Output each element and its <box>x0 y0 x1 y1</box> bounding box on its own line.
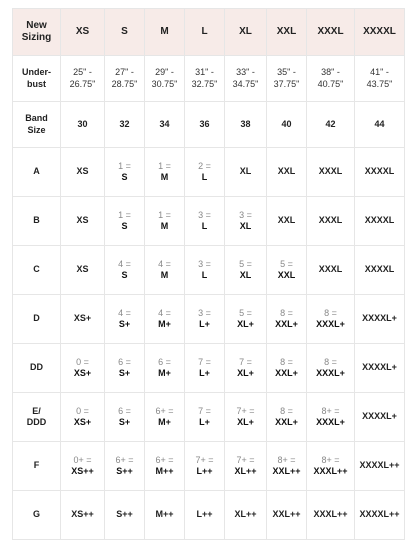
size-note: 4 = <box>158 307 171 318</box>
size-cell <box>307 344 355 393</box>
band-size-value: 34 <box>145 102 185 148</box>
underbust-range: 41" - 43.75" <box>355 56 405 102</box>
size-cell <box>61 393 105 442</box>
new-sizing-label: New Sizing <box>13 9 61 56</box>
underbust-range: 25" - 26.75" <box>61 56 105 102</box>
size-cell <box>307 442 355 491</box>
size-value: XXL++ <box>272 509 301 520</box>
size-cell <box>61 148 105 197</box>
size-cell <box>105 148 145 197</box>
size-value: XXL <box>277 270 296 280</box>
size-note: 8+ = <box>321 405 340 416</box>
size-cell <box>267 295 307 344</box>
size-cell <box>105 344 145 393</box>
size-cell <box>61 295 105 344</box>
size-cell <box>307 491 355 540</box>
size-cell <box>105 442 145 491</box>
size-value: XL <box>239 166 252 177</box>
size-value: XXL <box>277 215 296 226</box>
size-value: XXXXL <box>364 166 395 177</box>
size-value: S+ <box>118 368 131 378</box>
size-cell <box>225 148 267 197</box>
band-size-value: 40 <box>267 102 307 148</box>
size-note: 6+ = <box>115 454 134 465</box>
size-value: XXL+ <box>275 319 298 329</box>
size-note: 5 = <box>280 258 293 269</box>
size-note: 2 = <box>198 160 211 171</box>
underbust-range: 38" - 40.75" <box>307 56 355 102</box>
size-cell <box>145 295 185 344</box>
size-value: M <box>160 270 169 280</box>
size-note: 7+ = <box>236 454 255 465</box>
band-size-value: 38 <box>225 102 267 148</box>
size-value: XS+ <box>73 417 92 427</box>
size-value: XXXXL+ <box>362 362 397 373</box>
size-value: XXL++ <box>272 466 301 476</box>
size-cell <box>355 148 405 197</box>
size-note: 3 = <box>198 307 211 318</box>
size-cell <box>355 295 405 344</box>
size-note: 0 = <box>76 405 89 416</box>
cup-label: G <box>13 491 61 540</box>
underbust-label: Under- bust <box>13 56 61 102</box>
size-chart-table <box>12 8 405 540</box>
size-cell <box>267 442 307 491</box>
size-value: XXXXL+ <box>362 313 397 324</box>
size-value: M+ <box>158 319 171 329</box>
size-cell <box>185 197 225 246</box>
size-note: 8 = <box>280 356 293 367</box>
cup-label: C <box>13 246 61 295</box>
size-cell <box>105 246 145 295</box>
size-note: 1 = <box>158 160 171 171</box>
size-note: 8+ = <box>321 454 340 465</box>
size-value: XS++ <box>71 466 94 476</box>
size-value: XXXXL++ <box>359 509 400 520</box>
size-chart <box>12 8 404 540</box>
size-value: XXXXL <box>364 264 395 275</box>
size-header: XXXXL <box>355 9 405 56</box>
size-cell <box>225 295 267 344</box>
size-note: 7 = <box>239 356 252 367</box>
size-note: 6+ = <box>155 454 174 465</box>
size-value: L+ <box>199 319 210 329</box>
size-cell <box>105 295 145 344</box>
cup-row <box>13 344 405 393</box>
size-cell <box>355 491 405 540</box>
size-cell <box>105 491 145 540</box>
size-cell <box>185 442 225 491</box>
cup-label: B <box>13 197 61 246</box>
size-note: 3 = <box>198 258 211 269</box>
band-size-row <box>13 102 405 148</box>
size-note: 0+ = <box>73 454 92 465</box>
size-note: 6 = <box>118 405 131 416</box>
size-cell <box>267 197 307 246</box>
size-header: XXXL <box>307 9 355 56</box>
size-cell <box>307 197 355 246</box>
size-value: XS+ <box>73 368 92 378</box>
size-cell <box>225 246 267 295</box>
band-size-value: 44 <box>355 102 405 148</box>
size-note: 8 = <box>324 356 337 367</box>
cup-row <box>13 197 405 246</box>
size-value: M++ <box>155 509 174 520</box>
size-value: L+ <box>199 417 210 427</box>
size-value: S+ <box>118 319 131 329</box>
size-cell <box>355 393 405 442</box>
size-note: 3 = <box>239 209 252 220</box>
size-value: XXXL <box>318 215 343 226</box>
cup-label: DD <box>13 344 61 393</box>
size-cell <box>145 442 185 491</box>
size-note: 1 = <box>158 209 171 220</box>
cup-row <box>13 148 405 197</box>
size-value: XS+ <box>73 313 92 324</box>
size-header: L <box>185 9 225 56</box>
size-note: 4 = <box>158 258 171 269</box>
size-value: XL <box>239 221 252 231</box>
size-value: L++ <box>196 466 213 476</box>
size-cell <box>355 246 405 295</box>
size-value: XS++ <box>71 509 94 520</box>
size-note: 6 = <box>158 356 171 367</box>
cup-row <box>13 393 405 442</box>
size-value: L++ <box>196 509 213 520</box>
size-header: S <box>105 9 145 56</box>
size-cell <box>307 393 355 442</box>
underbust-range: 31" - 32.75" <box>185 56 225 102</box>
size-value: XL+ <box>237 319 254 329</box>
underbust-row <box>13 56 405 102</box>
size-note: 4 = <box>118 258 131 269</box>
size-note: 1 = <box>118 209 131 220</box>
size-cell <box>225 442 267 491</box>
size-cell <box>145 344 185 393</box>
cup-row <box>13 442 405 491</box>
size-value: XXXL+ <box>316 319 345 329</box>
band-size-value: 30 <box>61 102 105 148</box>
size-header: XS <box>61 9 105 56</box>
size-header: XL <box>225 9 267 56</box>
size-note: 7 = <box>198 405 211 416</box>
size-cell <box>267 393 307 442</box>
size-cell <box>145 148 185 197</box>
size-cell <box>145 197 185 246</box>
size-value: XS <box>76 215 89 226</box>
size-cell <box>307 246 355 295</box>
size-chart-body <box>13 9 405 540</box>
size-cell <box>61 246 105 295</box>
size-note: 8 = <box>324 307 337 318</box>
size-value: XXXXL++ <box>359 460 400 471</box>
size-cell <box>105 393 145 442</box>
size-note: 5 = <box>239 307 252 318</box>
size-value: XXL+ <box>275 368 298 378</box>
cup-row <box>13 295 405 344</box>
size-value: S <box>121 221 128 231</box>
size-cell <box>145 393 185 442</box>
size-value: S <box>121 172 128 182</box>
size-cell <box>105 197 145 246</box>
cup-label: A <box>13 148 61 197</box>
size-note: 0 = <box>76 356 89 367</box>
band-size-value: 42 <box>307 102 355 148</box>
size-value: M <box>160 221 169 231</box>
size-value: XXXL <box>318 166 343 177</box>
size-value: XL <box>239 270 252 280</box>
size-note: 7+ = <box>236 405 255 416</box>
size-value: S++ <box>116 466 133 476</box>
size-cell <box>355 197 405 246</box>
size-value: M++ <box>155 466 174 476</box>
size-note: 7+ = <box>195 454 214 465</box>
size-value: L+ <box>199 368 210 378</box>
size-cell <box>355 442 405 491</box>
cup-label: D <box>13 295 61 344</box>
size-note: 8+ = <box>277 454 296 465</box>
size-cell <box>225 197 267 246</box>
size-note: 7 = <box>198 356 211 367</box>
size-cell <box>61 197 105 246</box>
size-value: XXL <box>277 166 296 177</box>
size-value: XL+ <box>237 417 254 427</box>
size-cell <box>267 491 307 540</box>
size-note: 8 = <box>280 405 293 416</box>
size-value: S+ <box>118 417 131 427</box>
size-cell <box>145 491 185 540</box>
underbust-range: 33" - 34.75" <box>225 56 267 102</box>
cup-label: F <box>13 442 61 491</box>
size-value: XXXL++ <box>313 466 348 476</box>
size-value: L <box>201 221 208 231</box>
size-note: 8 = <box>280 307 293 318</box>
size-cell <box>61 491 105 540</box>
size-note: 1 = <box>118 160 131 171</box>
size-cell <box>145 246 185 295</box>
cup-row <box>13 246 405 295</box>
cup-row <box>13 491 405 540</box>
size-cell <box>225 491 267 540</box>
size-cell <box>185 491 225 540</box>
size-header: M <box>145 9 185 56</box>
size-cell <box>307 295 355 344</box>
size-value: XXXL++ <box>313 509 348 520</box>
size-cell <box>185 295 225 344</box>
size-cell <box>61 344 105 393</box>
size-value: XL+ <box>237 368 254 378</box>
size-value: XXL+ <box>275 417 298 427</box>
size-value: L <box>201 270 208 280</box>
size-cell <box>355 344 405 393</box>
size-value: XXXL+ <box>316 368 345 378</box>
size-cell <box>61 442 105 491</box>
size-value: M+ <box>158 368 171 378</box>
band-size-label: Band Size <box>13 102 61 148</box>
size-note: 6+ = <box>155 405 174 416</box>
size-cell <box>185 344 225 393</box>
size-value: XXXL <box>318 264 343 275</box>
underbust-range: 27" - 28.75" <box>105 56 145 102</box>
size-note: 5 = <box>239 258 252 269</box>
size-cell <box>185 393 225 442</box>
size-note: 6 = <box>118 356 131 367</box>
size-value: XXXXL <box>364 215 395 226</box>
size-cell <box>185 246 225 295</box>
size-value: XL++ <box>234 509 257 520</box>
size-value: M+ <box>158 417 171 427</box>
size-cell <box>267 344 307 393</box>
size-cell <box>225 393 267 442</box>
underbust-range: 29" - 30.75" <box>145 56 185 102</box>
size-header: XXL <box>267 9 307 56</box>
size-value: XS <box>76 166 89 177</box>
size-value: S++ <box>116 509 133 520</box>
size-cell <box>267 246 307 295</box>
size-value: S <box>121 270 128 280</box>
size-cell <box>267 148 307 197</box>
size-value: XL++ <box>234 466 257 476</box>
size-value: M <box>160 172 169 182</box>
size-value: XXXXL+ <box>362 411 397 422</box>
band-size-value: 32 <box>105 102 145 148</box>
underbust-range: 35" - 37.75" <box>267 56 307 102</box>
size-value: L <box>201 172 208 182</box>
size-note: 4 = <box>118 307 131 318</box>
size-cell <box>185 148 225 197</box>
size-value: XS <box>76 264 89 275</box>
size-value: XXXL+ <box>316 417 345 427</box>
size-cell <box>307 148 355 197</box>
cup-label: E/ DDD <box>13 393 61 442</box>
size-cell <box>225 344 267 393</box>
header-row <box>13 9 405 56</box>
size-note: 3 = <box>198 209 211 220</box>
band-size-value: 36 <box>185 102 225 148</box>
